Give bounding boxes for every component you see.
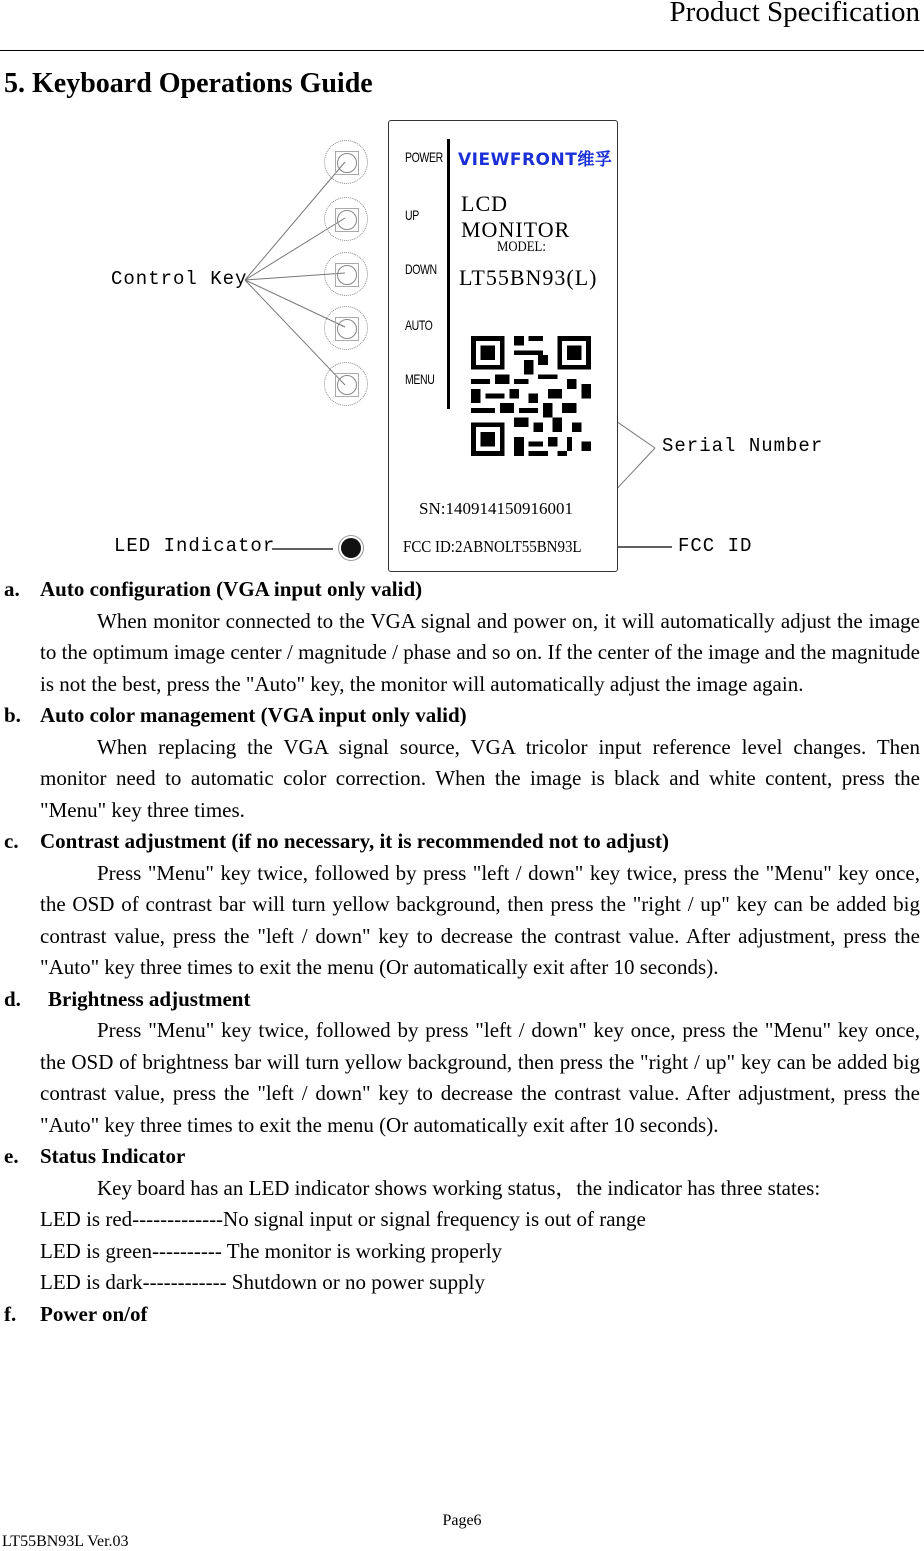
header-rule — [0, 50, 924, 51]
led-indicator-icon — [341, 538, 361, 558]
item-title: Contrast adjustment (if no necessary, it is recommended not to adjust) — [40, 829, 669, 853]
menu-key[interactable] — [324, 362, 368, 406]
item-b-body: When replacing the VGA signal source, VGA tricolor input reference level changes. Then monitor need to automatic color correction. When the image is black and white content, press the "Menu" key three times. — [40, 734, 920, 822]
divider — [447, 139, 450, 409]
power-key[interactable] — [324, 140, 368, 184]
model-label: MODEL: — [497, 239, 546, 255]
serial-number-label: Serial Number — [662, 435, 824, 457]
item-letter: b. — [4, 703, 21, 727]
item-b-heading — [0, 700, 924, 732]
item-c-heading — [0, 826, 924, 858]
fcc-id-text: FCC ID:2ABNOLT55BN93L — [403, 537, 582, 556]
led-indicator-label: LED Indicator — [114, 535, 276, 557]
document-version: LT55BN93L Ver.03 — [2, 1533, 129, 1550]
item-c-body: Press "Menu" key twice, followed by press "left / down" key twice, press the "Menu" key once, the OSD of contrast bar will turn yellow background, then press the "right / up" key can be added big contrast value, press the "left / down" key to decrease the contrast value. After adjustment, press the "Auto" key three times to exit the menu (Or automatically exit after 10 seconds). — [40, 860, 920, 979]
up-key[interactable] — [324, 197, 368, 241]
key-label-menu: MENU — [405, 371, 435, 387]
label-panel — [388, 120, 618, 572]
item-a-body: When monitor connected to the VGA signal and power on, it will automatically adjust the image to the optimum image center / magnitude / phase and so on. If the center of the image and the magnitude is not the best, press the "Auto" key, the monitor will automatically adjust the image again. — [40, 608, 920, 696]
item-d-heading — [0, 984, 924, 1016]
item-f-heading — [0, 1299, 924, 1331]
serial-number-text: SN:140914150916001 — [419, 499, 573, 518]
item-a-heading — [0, 574, 924, 606]
fcc-id-label: FCC ID — [678, 535, 753, 557]
item-title: Auto configuration (VGA input only valid) — [40, 577, 423, 601]
item-letter: d. — [4, 986, 21, 1011]
brand-logo: VIEWFRONT维孚 — [458, 150, 613, 170]
item-title: Power on/of — [40, 1301, 148, 1326]
item-title: Auto color management (VGA input only valid) — [40, 703, 467, 727]
qr-code-icon — [471, 335, 591, 457]
auto-key[interactable] — [324, 306, 368, 350]
down-key[interactable] — [324, 252, 368, 296]
item-letter: e. — [4, 1144, 19, 1168]
section-title: 5. Keyboard Operations Guide — [4, 68, 373, 99]
keyboard-diagram — [0, 110, 924, 580]
key-label-down: DOWN — [405, 261, 437, 277]
item-e-heading — [0, 1141, 924, 1173]
led-state-green: LED is green---------- The monitor is working properly — [40, 1238, 503, 1263]
product-name: LCD MONITOR — [461, 191, 571, 242]
instructions — [0, 574, 924, 1330]
item-d-body: Press "Menu" key twice, followed by press "left / down" key once, press the "Menu" key once, the OSD of brightness bar will turn yellow background, then press the "right / up" key can be added big contrast value, press the "left / down" key to decrease the contrast value. After adjustment, press the "Auto" key three times to exit the menu (Or automatically exit after 10 seconds). — [40, 1018, 920, 1137]
item-letter: a. — [4, 577, 20, 601]
page-number: Page6 — [442, 1512, 482, 1529]
item-letter: c. — [4, 829, 19, 853]
page-header-title: Product Specification — [669, 0, 920, 28]
item-e-body: Key board has an LED indicator shows working status，the indicator has three states: — [97, 1175, 821, 1200]
key-label-auto: AUTO — [405, 317, 433, 333]
model-value: LT55BN93(L) — [459, 265, 598, 290]
key-label-power: POWER — [405, 149, 443, 165]
led-state-dark: LED is dark------------ Shutdown or no power supply — [40, 1270, 485, 1294]
led-state-red: LED is red-------------No signal input or signal frequency is out of range — [40, 1207, 646, 1231]
key-label-up: UP — [405, 207, 419, 223]
control-key-label: Control Key — [111, 268, 248, 290]
item-letter: f. — [4, 1301, 17, 1326]
item-title: Brightness adjustment — [48, 986, 251, 1011]
item-title: Status Indicator — [40, 1144, 186, 1168]
